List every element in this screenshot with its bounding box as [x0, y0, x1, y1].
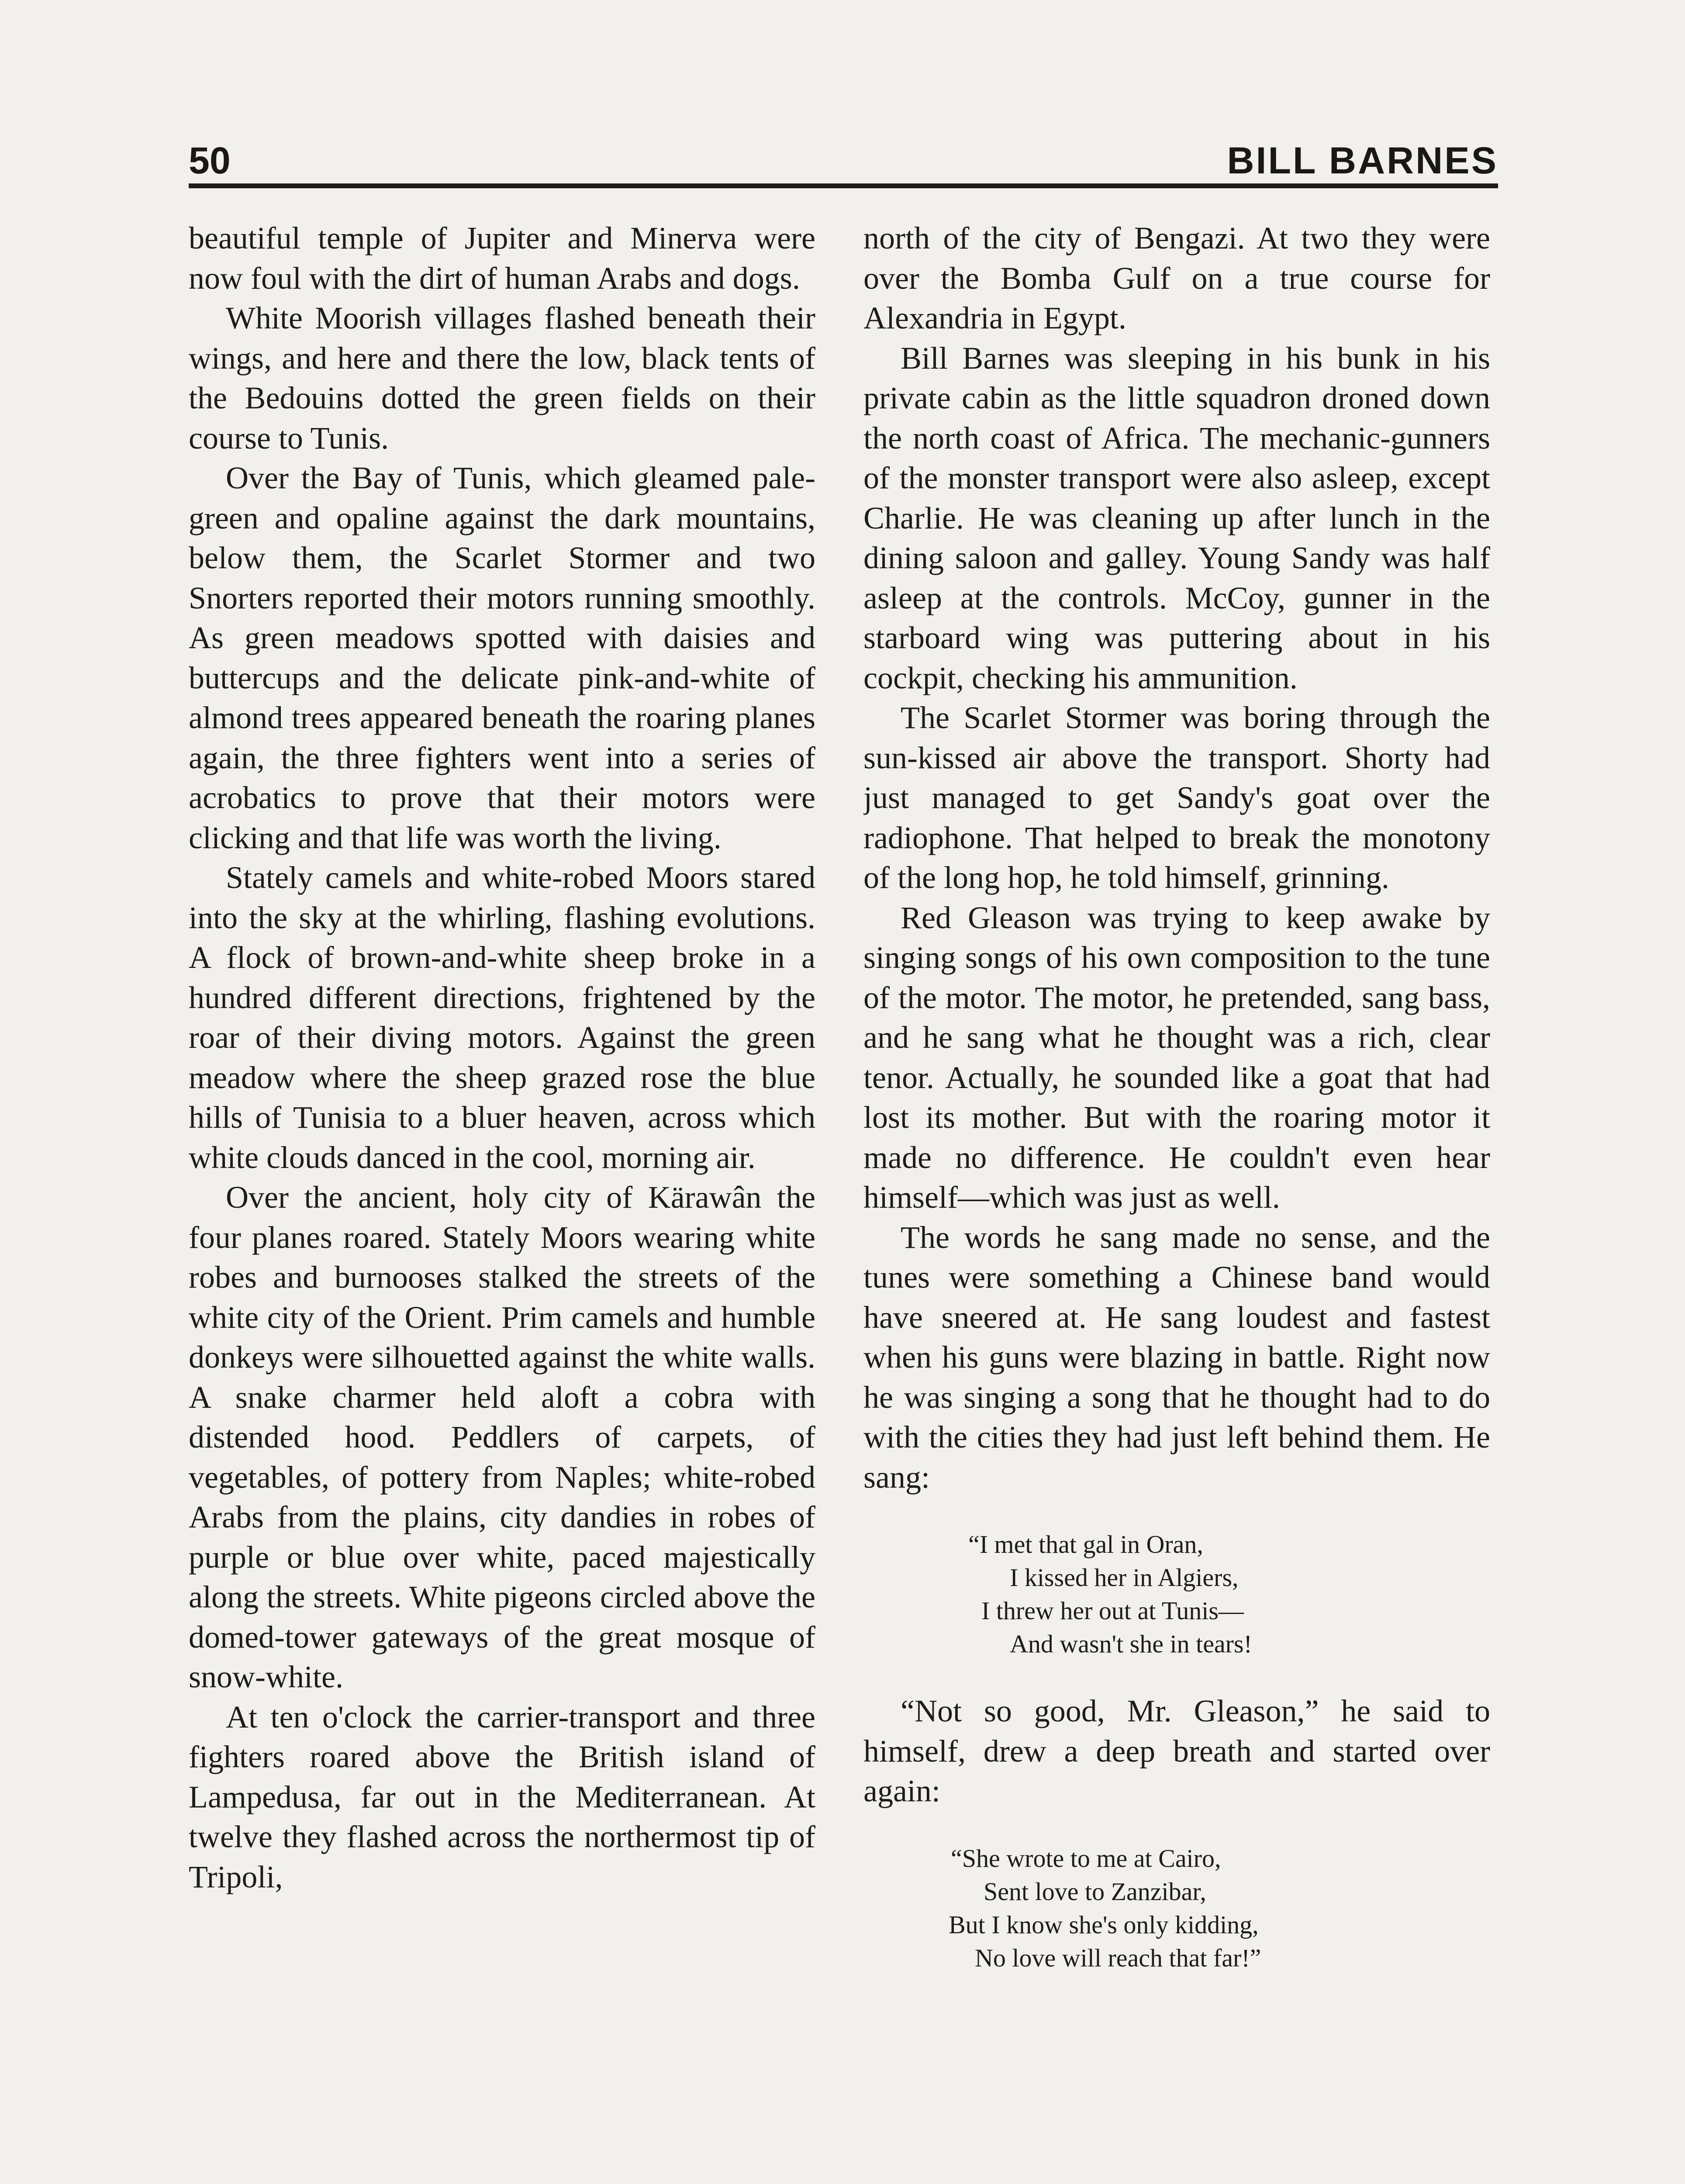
paragraph: Stately camels and white-robed Moors stared into the sky at the whirling, flashing evolutions. A flock of brown-and-white sheep broke in a hundred different directions, frightened by the roar of their diving motors. Against the green meadow where the sheep grazed rose the blue hills of Tunisia to a bluer heaven, across which white clouds danced in the cool, morning air. [189, 860, 815, 1175]
paragraph: north of the city of Bengazi. At two they were over the Bomba Gulf on a true course for Alexandria in Egypt. [863, 221, 1490, 335]
paragraph: Bill Barnes was sleeping in his bunk in his private cabin as the little squadron droned down the north coast of Africa. The mechanic-gunners of the monster transport were also asleep, except Charlie. He was cleaning up after lunch in the dining saloon and galley. Young Sandy was half asleep at the controls. McCoy, gunner in the starboard wing was puttering about in his cockpit, checking his ammunition. [863, 340, 1490, 695]
paragraph: Red Gleason was trying to keep awake by singing songs of his own composition to the tune of the motor. The motor, he pretended, sang bass, and he sang what he thought was a rich, clear tenor. Actually, he sounded like a goat that had lost its mother. But with the roaring motor it made no difference. He couldn't even hear himself—which was just as well. [863, 900, 1490, 1215]
verse-line: I threw her out at Tunis— [981, 1597, 1244, 1625]
paragraph: “Not so good, Mr. Gleason,” he said to himself, drew a deep breath and started over again: [863, 1693, 1490, 1808]
verse-line: I kissed her in Algiers, [1010, 1563, 1239, 1592]
page-header [189, 139, 1498, 187]
verse-line: “She wrote to me at Cairo, [951, 1844, 1221, 1873]
verse-line: No love will reach that far!” [975, 1943, 1261, 1972]
running-title: BILL BARNES [1227, 140, 1498, 182]
verse-line: Sent love to Zanzibar, [984, 1877, 1206, 1906]
verse-line: “I met that gal in Oran, [968, 1530, 1203, 1559]
verse-line: And wasn't she in tears! [1010, 1630, 1252, 1658]
header-rule [189, 183, 1498, 188]
paragraph: The Scarlet Stormer was boring through the sun-kissed air above the transport. Shorty had just managed to get Sandy's goat over the radiophone. That helped to break the monotony of the long hop, he told himself, grinning. [863, 700, 1490, 895]
paragraph: Over the Bay of Tunis, which gleamed pale-green and opaline against the dark mountains, below them, the Scarlet Stormer and two Snorters reported their motors running smoothly. As green meadows spotted with daisies and buttercups and the delicate pink-and-white of almond trees appeared beneath the roaring planes again, the three fighters went into a series of acrobatics to prove that their motors were clicking and that life was worth the living. [189, 460, 815, 855]
paragraph: At ten o'clock the carrier-transport and three fighters roared above the British island of Lampedusa, far out in the Mediterranean. At twelve they flashed across the northermost tip of Tripoli, [189, 1699, 815, 1894]
paragraph: beautiful temple of Jupiter and Minerva were now foul with the dirt of human Arabs and dogs. [189, 221, 815, 296]
page-number: 50 [189, 140, 231, 182]
paragraph: The words he sang made no sense, and the tunes were something a Chinese band would have sneered at. He sang loudest and fastest when his guns were blazing in battle. Right now he was singing a song that he thought had to do with the cities they had just left behind them. He sang: [863, 1220, 1490, 1495]
paragraph: White Moorish villages flashed beneath their wings, and here and there the low, black tents of the Bedouins dotted the green fields on their course to Tunis. [189, 301, 815, 456]
song-verse-1 [863, 1528, 1490, 1661]
song-verse-2 [863, 1842, 1490, 1975]
verse-line: But I know she's only kidding, [949, 1910, 1259, 1939]
left-column [189, 218, 815, 2184]
right-column [863, 218, 1490, 2184]
paragraph: Over the ancient, holy city of Kärawân the four planes roared. Stately Moors wearing white robes and burnooses stalked the streets of the white city of the Orient. Prim camels and humble donkeys were silhouetted against the white walls. A snake charmer held aloft a cobra with distended hood. Peddlers of carpets, of vegetables, of pottery from Naples; white-robed Arabs from the plains, city dandies in robes of purple or blue over white, paced majestically along the streets. White pigeons circled above the domed-tower gateways of the great mosque of snow-white. [189, 1180, 815, 1694]
